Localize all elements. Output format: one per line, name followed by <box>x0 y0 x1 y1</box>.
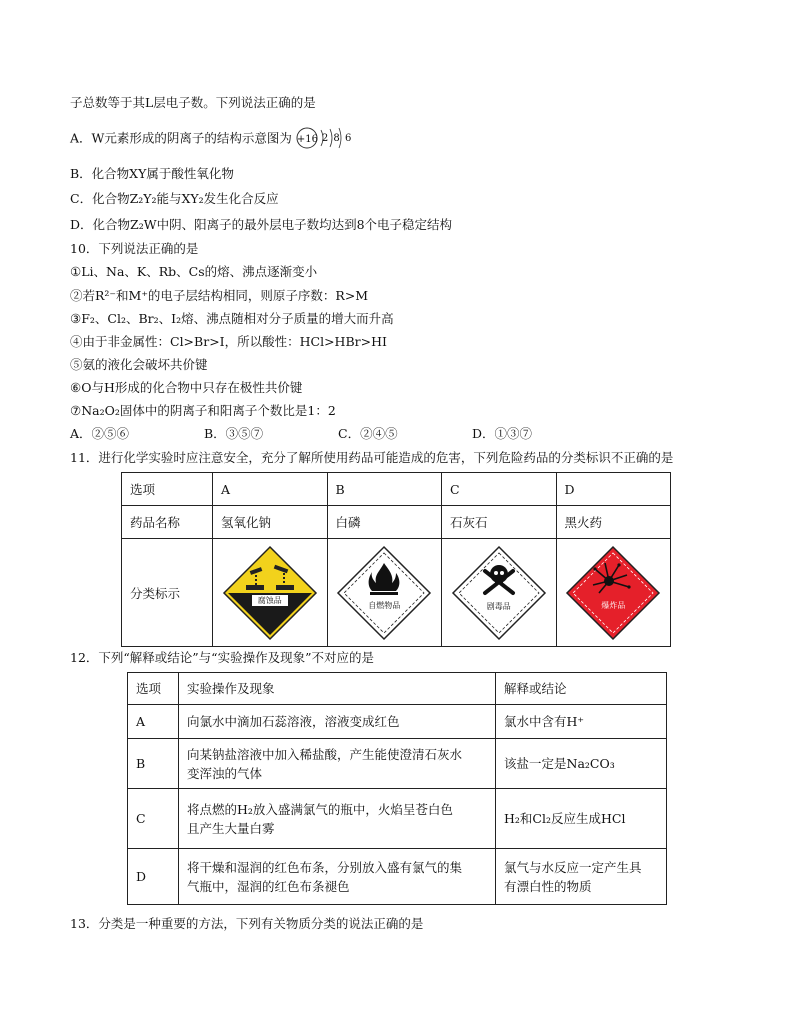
table-row <box>122 506 671 539</box>
q12-title: 12．下列“解释或结论”与“实验操作及现象”不对应的是 <box>70 650 374 665</box>
q10-option: C．②④⑤ <box>338 426 398 441</box>
q9-stem-tail: 子总数等于其L层电子数。下列说法正确的是 <box>70 95 316 110</box>
conclusion-cell <box>496 705 667 739</box>
toxic-hazard-icon <box>451 545 547 641</box>
q9-option-a <box>70 128 354 150</box>
conclusion-cell <box>496 739 667 789</box>
q11-title: 11．进行化学实验时应注意安全，充分了解所使用药品可能造成的危害，下列危险药品的分类标识不正确的是 <box>70 450 674 465</box>
atom-nucleus-label: +16 <box>296 134 318 145</box>
hazard-sign-cell <box>213 539 328 647</box>
operation-cell <box>179 705 496 739</box>
table-row <box>128 739 667 789</box>
conclusion-line: 该盐一定是Na₂CO₃ <box>504 756 615 771</box>
conclusion-cell <box>496 789 667 849</box>
chemical-name: 石灰石 <box>442 506 557 539</box>
q10-option: A．②⑤⑥ <box>70 426 130 441</box>
operation-cell <box>179 739 496 789</box>
operation-line: 且产生大量白雾 <box>187 820 275 836</box>
conclusion-line: 氯气与水反应一定产生具 <box>504 859 642 875</box>
operation-cell <box>179 849 496 905</box>
table-row <box>128 789 667 849</box>
q10-options <box>70 426 532 442</box>
atom-structure-diagram <box>296 128 354 150</box>
operation-line: 将点燃的H₂放入盛满氯气的瓶中，火焰呈苍白色 <box>187 801 453 817</box>
chemical-name: 白磷 <box>327 506 442 539</box>
q10-item: ①Li、Na、K、Rb、Cs的熔、沸点逐渐变小 <box>70 264 318 279</box>
q12-table <box>127 672 667 905</box>
q13-title: 13．分类是一种重要的方法，下列有关物质分类的说法正确的是 <box>70 916 424 931</box>
q10-title: 10．下列说法正确的是 <box>70 241 199 256</box>
hazard-label: 剧毒品 <box>486 601 511 611</box>
operation-line: 气瓶中，湿润的红色布条褪色 <box>187 878 350 894</box>
option-cell: B <box>327 473 442 506</box>
q10-item: ④由于非金属性：Cl>Br>I，所以酸性：HCl>HBr>HI <box>70 334 387 349</box>
q10-item: ②若R²⁻和M⁺的电子层结构相同，则原子序数：R>M <box>70 288 369 303</box>
option-cell: C <box>442 473 557 506</box>
table-row <box>128 849 667 905</box>
operation-line: 变浑浊的气体 <box>187 765 263 781</box>
q11-table <box>121 472 671 647</box>
operation-line: 将干燥和湿润的红色布条，分别放入盛有氯气的集 <box>187 859 463 875</box>
chemical-name: 黑火药 <box>556 506 671 539</box>
conclusion-cell <box>496 849 667 905</box>
q10-item: ⑦Na₂O₂固体中的阴离子和阳离子个数比是1：2 <box>70 403 336 418</box>
q9-option-a-text: A．W元素形成的阴离子的结构示意图为 <box>70 130 292 146</box>
atom-shell-electrons: 2 8 6 <box>321 133 353 144</box>
table-row <box>128 705 667 739</box>
q10-option: D．①③⑦ <box>472 426 533 441</box>
table-row <box>128 673 667 705</box>
option-cell: B <box>128 739 179 789</box>
chemical-name: 氢氧化钠 <box>213 506 328 539</box>
conclusion-line: 有漂白性的物质 <box>504 878 592 894</box>
column-header: 实验操作及现象 <box>179 673 496 705</box>
q10-item: ⑥O与H形成的化合物中只存在极性共价键 <box>70 380 303 395</box>
row-header: 选项 <box>122 473 213 506</box>
option-cell: C <box>128 789 179 849</box>
hazard-sign-cell <box>442 539 557 647</box>
hazard-sign-cell <box>327 539 442 647</box>
hazard-label: 腐蚀品 <box>257 595 282 605</box>
q10-item: ⑤氨的液化会破坏共价键 <box>70 357 208 372</box>
option-cell: D <box>128 849 179 905</box>
q9-option-b: B．化合物XY属于酸性氧化物 <box>70 166 234 181</box>
option-cell: A <box>213 473 328 506</box>
q10-item: ③F₂、Cl₂、Br₂、I₂熔、沸点随相对分子质量的增大而升高 <box>70 311 394 326</box>
spontaneous-combustion-hazard-icon <box>336 545 432 641</box>
conclusion-line: H₂和Cl₂反应生成HCl <box>504 811 626 826</box>
hazard-label: 爆炸品 <box>601 600 626 610</box>
operation-line: 向某钠盐溶液中加入稀盐酸，产生能使澄清石灰水 <box>187 746 463 762</box>
table-row <box>122 539 671 647</box>
option-cell: A <box>128 705 179 739</box>
operation-line: 向氯水中滴加石蕊溶液，溶液变成红色 <box>187 714 400 729</box>
column-header: 选项 <box>128 673 179 705</box>
q10-option: B．③⑤⑦ <box>204 426 264 441</box>
row-header: 药品名称 <box>122 506 213 539</box>
row-header: 分类标示 <box>122 539 213 647</box>
corrosive-hazard-icon <box>222 545 318 641</box>
hazard-label: 自燃物品 <box>368 600 401 610</box>
option-cell: D <box>556 473 671 506</box>
q9-option-c: C．化合物Z₂Y₂能与XY₂发生化合反应 <box>70 191 279 206</box>
explosive-hazard-icon <box>565 545 661 641</box>
q9-option-d: D．化合物Z₂W中阴、阳离子的最外层电子数均达到8个电子稳定结构 <box>70 217 453 232</box>
operation-cell <box>179 789 496 849</box>
conclusion-line: 氯水中含有H⁺ <box>504 714 584 729</box>
column-header: 解释或结论 <box>496 673 667 705</box>
hazard-sign-cell <box>556 539 671 647</box>
table-row <box>122 473 671 506</box>
